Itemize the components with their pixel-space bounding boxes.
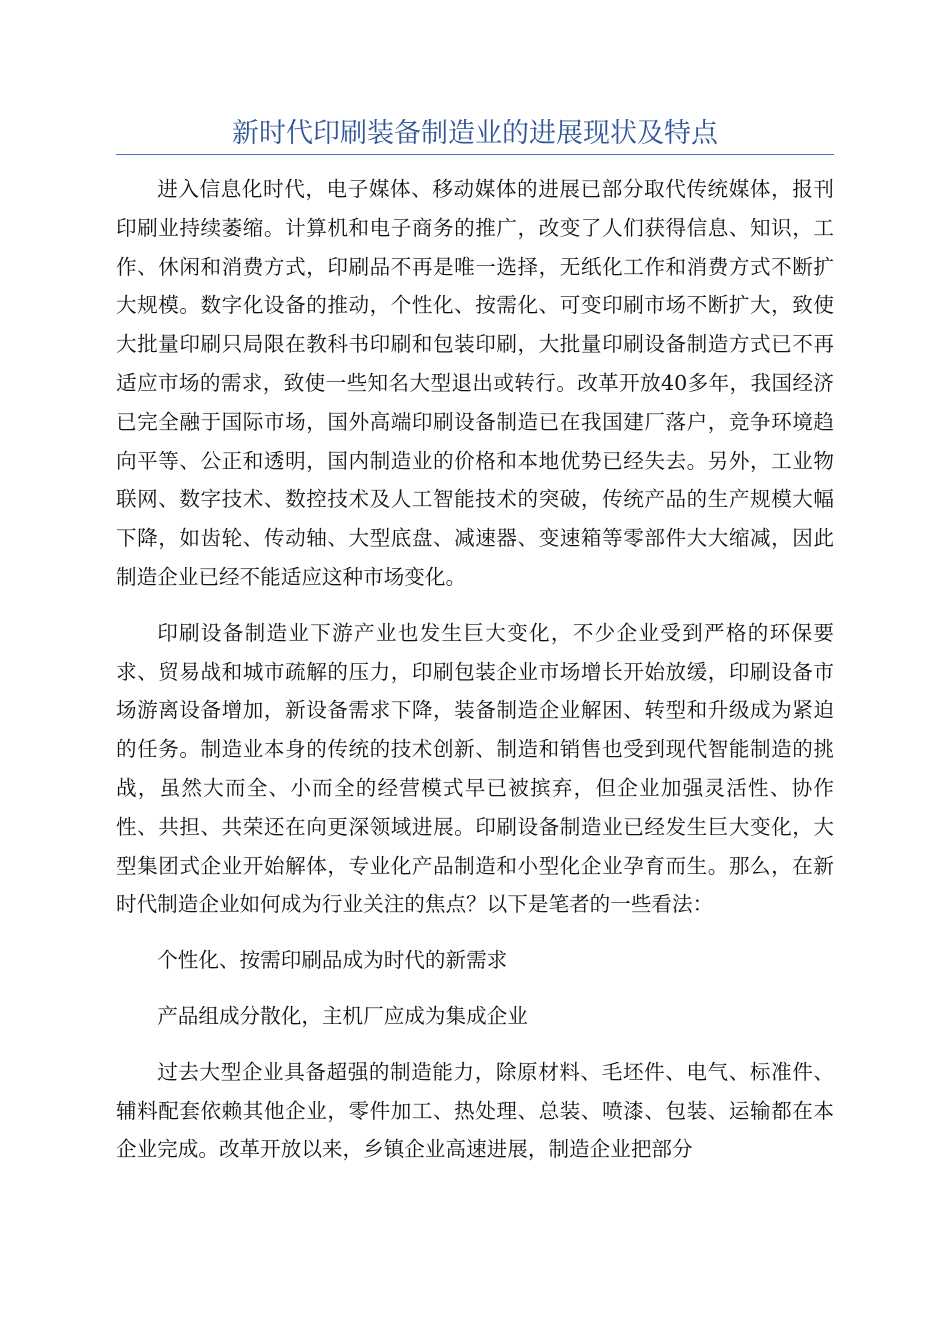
paragraph-intro: 进入信息化时代，电子媒体、移动媒体的进展已部分取代传统媒体，报刊印刷业持续萎缩。计算机和电子商务的推广，改变了人们获得信息、知识，工作、休闲和消费方式，印刷品不再是唯一选择，无纸化工作和消费方式不断扩大规模。数字化设备的推动，个性化、按需化、可变印刷市场不断扩大，致使大批量印刷只局限在教科书印刷和包装印刷，大批量印刷设备制造方式已不再适应市场的需求，致使一些知名大型退出或转行。改革开放40多年，我国经济已完全融于国际市场，国外高端印刷设备制造已在我国建厂落户，竞争环境趋向平等、公正和透明，国内制造业的价格和本地优势已经失去。另外，工业物联网、数字技术、数控技术及人工智能技术的突破，传统产品的生产规模大幅下降，如齿轮、传动轴、大型底盘、减速器、变速箱等零部件大大缩减，因此制造企业已经不能适应这种市场变化。 bbox=[116, 177, 834, 589]
title-underline bbox=[116, 154, 834, 155]
document-body bbox=[116, 170, 834, 1169]
paragraph-manufacturing-capability: 过去大型企业具备超强的制造能力，除原材料、毛坯件、电气、标准件、辅料配套依赖其他企业，零件加工、热处理、总装、喷漆、包装、运输都在本企业完成。改革开放以来，乡镇企业高速进展，制造企业把部分 bbox=[116, 1059, 834, 1162]
document-title: 新时代印刷装备制造业的进展现状及特点 bbox=[232, 118, 718, 149]
heading-personalized-demand: 个性化、按需印刷品成为时代的新需求 bbox=[157, 948, 508, 973]
paragraph-downstream: 印刷设备制造业下游产业也发生巨大变化，不少企业受到严格的环保要求、贸易战和城市疏解的压力，印刷包装企业市场增长开始放缓，印刷设备市场游离设备增加，新设备需求下降，装备制造企业解困、转型和升级成为紧迫的任务。制造业本身的传统的技术创新、制造和销售也受到现代智能制造的挑战，虽然大而全、小而全的经营模式早已被摈弃，但企业加强灵活性、协作性、共担、共荣还在向更深领域进展。印刷设备制造业已经发生巨大变化，大型集团式企业开始解体，专业化产品制造和小型化企业孕育而生。那么，在新时代制造企业如何成为行业关注的焦点？以下是笔者的一些看法： bbox=[116, 620, 834, 917]
heading-integration: 产品组成分散化，主机厂应成为集成企业 bbox=[157, 1003, 528, 1028]
